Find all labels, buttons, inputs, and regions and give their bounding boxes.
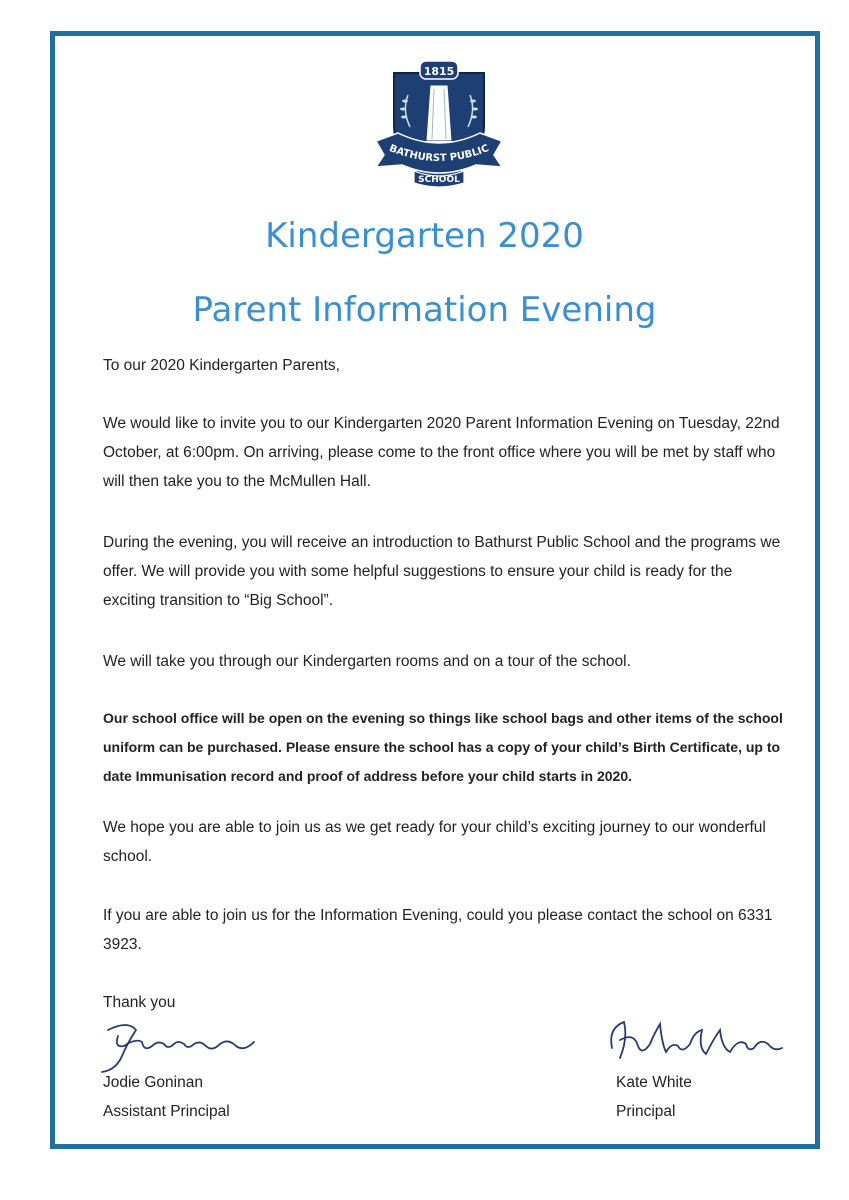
school-crest-logo xyxy=(372,55,506,189)
crest-year: 1815 xyxy=(423,65,455,78)
page-subtitle: Parent Information Evening xyxy=(192,290,657,330)
letter-paragraph: If you are able to join us for the Information Evening, could you please contact the school on 6331 3923. xyxy=(103,907,773,953)
crest-banner-text: BATHURST PUBLIC xyxy=(387,143,491,165)
letter-paragraph: We will take you through our Kindergarten rooms and on a tour of the school. xyxy=(103,653,631,670)
signatory-name: Jodie Goninan xyxy=(103,1074,203,1091)
signatory-role: Assistant Principal xyxy=(103,1103,230,1120)
principal-signature xyxy=(598,1008,788,1076)
letter-paragraph: We hope you are able to join us as we get ready for your child’s exciting journey to our wonderful school. xyxy=(103,819,766,865)
signatory-principal xyxy=(616,1068,692,1126)
signatory-assistant-principal xyxy=(103,1068,230,1126)
crest-school-text: SCHOOL xyxy=(418,175,460,185)
letter-salutation: To our 2020 Kindergarten Parents, xyxy=(103,357,340,374)
signatory-role: Principal xyxy=(616,1103,676,1120)
page-title: Kindergarten 2020 xyxy=(265,216,584,256)
letter-paragraph-bold: Our school office will be open on the evening so things like school bags and other items of the school uniform can be purchased. Please ensure the school has a copy of your child’s Birth Certificate, up to date Immunisation record and proof of address before your child starts in 2020. xyxy=(103,710,783,784)
letter-closing: Thank you xyxy=(103,994,176,1011)
letter-paragraph: During the evening, you will receive an introduction to Bathurst Public School and the programs we offer. We will provide you with some helpful suggestions to ensure your child is ready for the exciting transition to “Big School”. xyxy=(103,534,781,609)
letter-paragraph: We would like to invite you to our Kindergarten 2020 Parent Information Evening on Tuesday, 22nd October, at 6:00pm. On arriving, please come to the front office where you will be met by staff who will then take you to the McMullen Hall. xyxy=(103,415,780,490)
signatory-name: Kate White xyxy=(616,1074,692,1091)
